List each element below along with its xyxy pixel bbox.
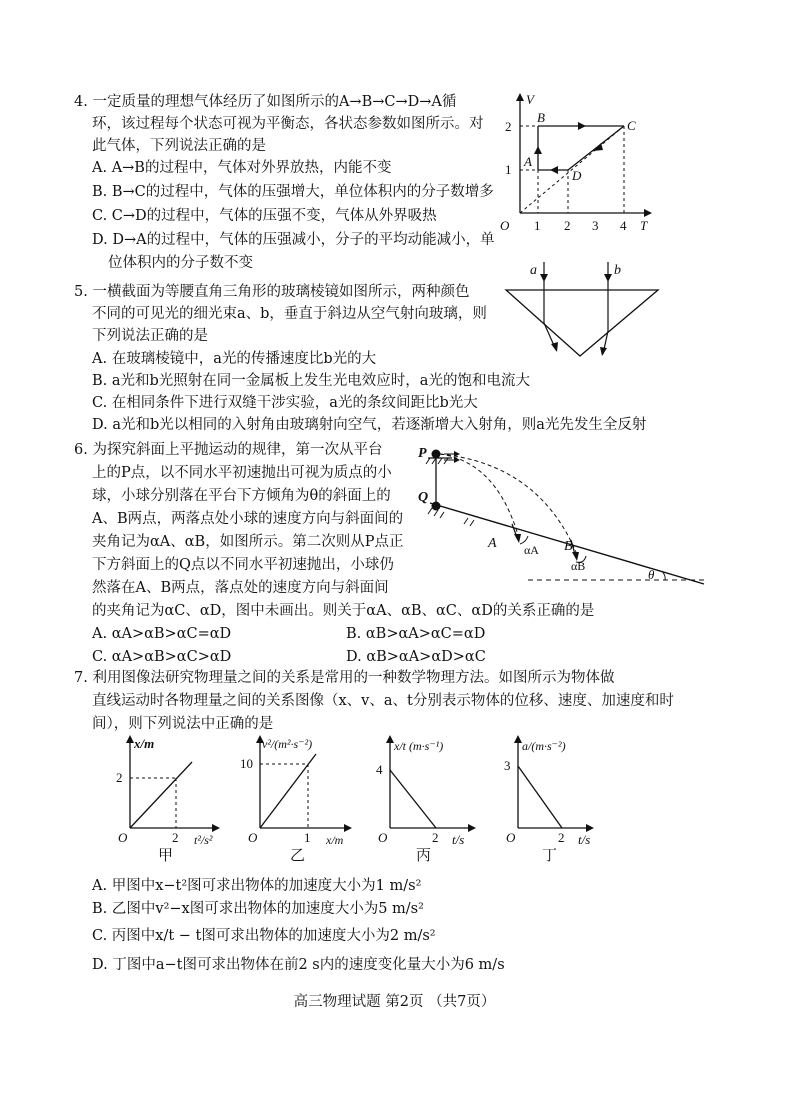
q6-stem-line-2: 上的P点，以不同水平初速抛出可视为质点的小 [92,465,392,481]
q4-t-tick-4: 4 [620,218,627,233]
q4-v-tick-2: 2 [505,119,512,134]
q6-stem-line-6: 下方斜面上的Q点以不同水平初速抛出，小球仍 [92,557,394,573]
q7-bing-xtick: 2 [432,830,439,845]
q6-label-b: B [564,539,573,554]
q5-option-b: B. a光和b光照射在同一金属板上发生光电效应时，a光的饱和电流大 [92,373,530,389]
q7-jia-ytick: 2 [116,770,123,785]
q7-ding-line [518,766,562,828]
q6-alpha-b-label: αB [571,559,586,573]
q4-point-a: A [524,154,532,169]
q5-beam-b-label: b [614,263,621,278]
q6-stem-line-8: 的夹角记为αC、αD，图中未画出。则关于αA、αB、αC、αD的关系正确的是 [92,603,595,619]
q6-option-d: D. αB>αA>αD>αC [346,649,486,665]
q6-option-b: B. αB>αA>αC=αD [346,626,486,642]
q4-option-c: C. C→D的过程中，气体的压强不变，气体从外界吸热 [92,208,437,224]
q6-label-a: A [488,536,497,551]
q5-stem-line-2: 不同的可见光的细光束a、b，垂直于斜边从空气射向玻璃，则 [92,306,487,322]
q7-yi-origin: O [248,830,258,845]
q4-v-tick-1: 1 [505,162,512,177]
q7-stem-line-2: 直线运动时各物理量之间的关系图像（x、v、a、t分别表示物体的位移、速度、加速度和时 [92,693,674,709]
q5-option-c: C. 在相同条件下进行双缝干涉实验，a光的条纹间距比b光大 [92,395,478,411]
q6-label-p: P [418,446,427,461]
q4-point-c: C [627,118,636,133]
q7-jia-name: 甲 [158,848,174,864]
q7-graph-bing [370,732,495,867]
q4-stem-line-3: 此气体，下列说法正确的是 [92,138,266,154]
q5-stem-line-3: 下列说法正确的是 [92,328,208,344]
q5-option-d: D. a光和b光以相同的入射角由玻璃射向空气，若逐渐增大入射角，则a光先发生全反射 [92,417,647,433]
q6-theta-label: θ [648,567,655,582]
q7-jia-xlabel: t²/s² [194,833,213,847]
q7-option-b: B. 乙图中v²−x图可求出物体的加速度大小为5 m/s² [92,901,424,917]
q6-ball-p [432,450,441,459]
q7-bing-ylabel: x/t (m·s⁻¹) [394,739,444,753]
q4-stem-line-1: 4. 一定质量的理想气体经历了如图所示的A→B→C→D→A循 [74,94,457,110]
q6-stem-line-1: 6. 为探究斜面上平抛运动的规律，第一次从平台 [74,442,383,458]
q7-bing-name: 丙 [416,848,432,864]
q7-yi-name: 乙 [290,848,306,864]
q7-graph-ding [498,732,623,867]
q7-bing-ytick: 4 [376,762,383,777]
q6-option-a: A. αA>αB>αC=αD [92,626,232,642]
q4-origin-label: O [500,218,510,233]
q7-yi-ytick: 10 [240,756,253,771]
q4-t-tick-1: 1 [534,218,541,233]
q4-option-b: B. B→C的过程中，气体的压强增大，单位体积内的分子数增多 [92,184,494,200]
q4-point-b: B [537,110,545,125]
q6-option-c: C. αA>αB>αC>αD [92,649,232,665]
q7-ding-ytick: 3 [504,758,511,773]
q7-bing-line [390,770,436,828]
q7-stem-line-1: 7. 利用图像法研究物理量之间的关系是常用的一种数学物理方法。如图所示为物体做 [74,670,615,686]
q7-jia-xtick: 2 [172,830,179,845]
q6-label-q: Q [418,490,429,505]
q7-jia-ylabel: x/m [134,736,155,751]
q7-ding-xlabel: t/s [578,832,591,847]
q7-option-d: D. 丁图中a−t图可求出物体在前2 s内的速度变化量大小为6 m/s [92,957,505,973]
q4-option-d-cont: 位体积内的分子数不变 [108,255,253,271]
q7-ding-name: 丁 [542,848,558,864]
q7-bing-origin: O [378,830,388,845]
q4-v-axis-label: V [526,92,534,107]
q4-t-tick-2: 2 [564,218,571,233]
q7-option-a: A. 甲图中x−t²图可求出物体的加速度大小为1 m/s² [92,878,422,894]
q7-graph-yi [240,732,365,867]
q6-alpha-a-label: αA [524,543,539,557]
q6-stem-line-7: 然落在A、B两点，落点处的速度方向与斜面间 [92,580,389,596]
q7-ding-ylabel: a/(m·s⁻²) [522,739,566,753]
q7-ding-xtick: 2 [558,830,565,845]
q6-stem-line-3: 球，小球分别落在平台下方倾角为θ的斜面上的 [92,488,391,504]
q5-option-a: A. 在玻璃棱镜中，a光的传播速度比b光的大 [92,351,377,367]
q7-stem-line-3: 间），则下列说法中正确的是 [92,716,274,732]
q7-bing-xlabel: t/s [452,832,465,847]
q4-vt-diagram [490,88,660,238]
q5-prism-diagram [500,256,670,362]
q5-stem-line-1: 5. 一横截面为等腰直角三角形的玻璃棱镜如图所示，两种颜色 [74,284,470,300]
q5-beam-a-label: a [530,263,537,278]
q4-t-axis-label: T [640,218,648,233]
q7-ding-origin: O [506,830,516,845]
q7-graph-jia [110,732,230,867]
q4-point-d: D [572,168,582,183]
q7-jia-origin: O [118,830,128,845]
page-footer: 高三物理试题 第2页 （共7页） [293,994,496,1010]
q6-stem-line-5: 夹角记为αA、αB，如图所示。第二次则从P点正 [92,534,404,550]
q4-t-tick-3: 3 [592,218,599,233]
q4-stem-line-2: 环，该过程每个状态可视为平衡态，各状态参数如图所示。对 [92,116,484,132]
q6-stem-line-4: A、B两点，两落点处小球的速度方向与斜面间的 [92,511,404,527]
q4-option-d: D. D→A的过程中，气体的压强减小，分子的平均动能减小，单 [92,232,495,248]
q7-yi-xlabel: x/m [326,833,344,847]
q6-incline-diagram [408,440,713,590]
q4-option-a: A. A→B的过程中，气体对外界放热，内能不变 [92,160,392,176]
q7-yi-ylabel: v²/(m²·s⁻²) [262,737,313,751]
q7-yi-xtick: 1 [304,830,311,845]
q7-jia-line [130,762,192,828]
q7-option-c: C. 丙图中x/t − t图可求出物体的加速度大小为2 m/s² [92,928,436,944]
